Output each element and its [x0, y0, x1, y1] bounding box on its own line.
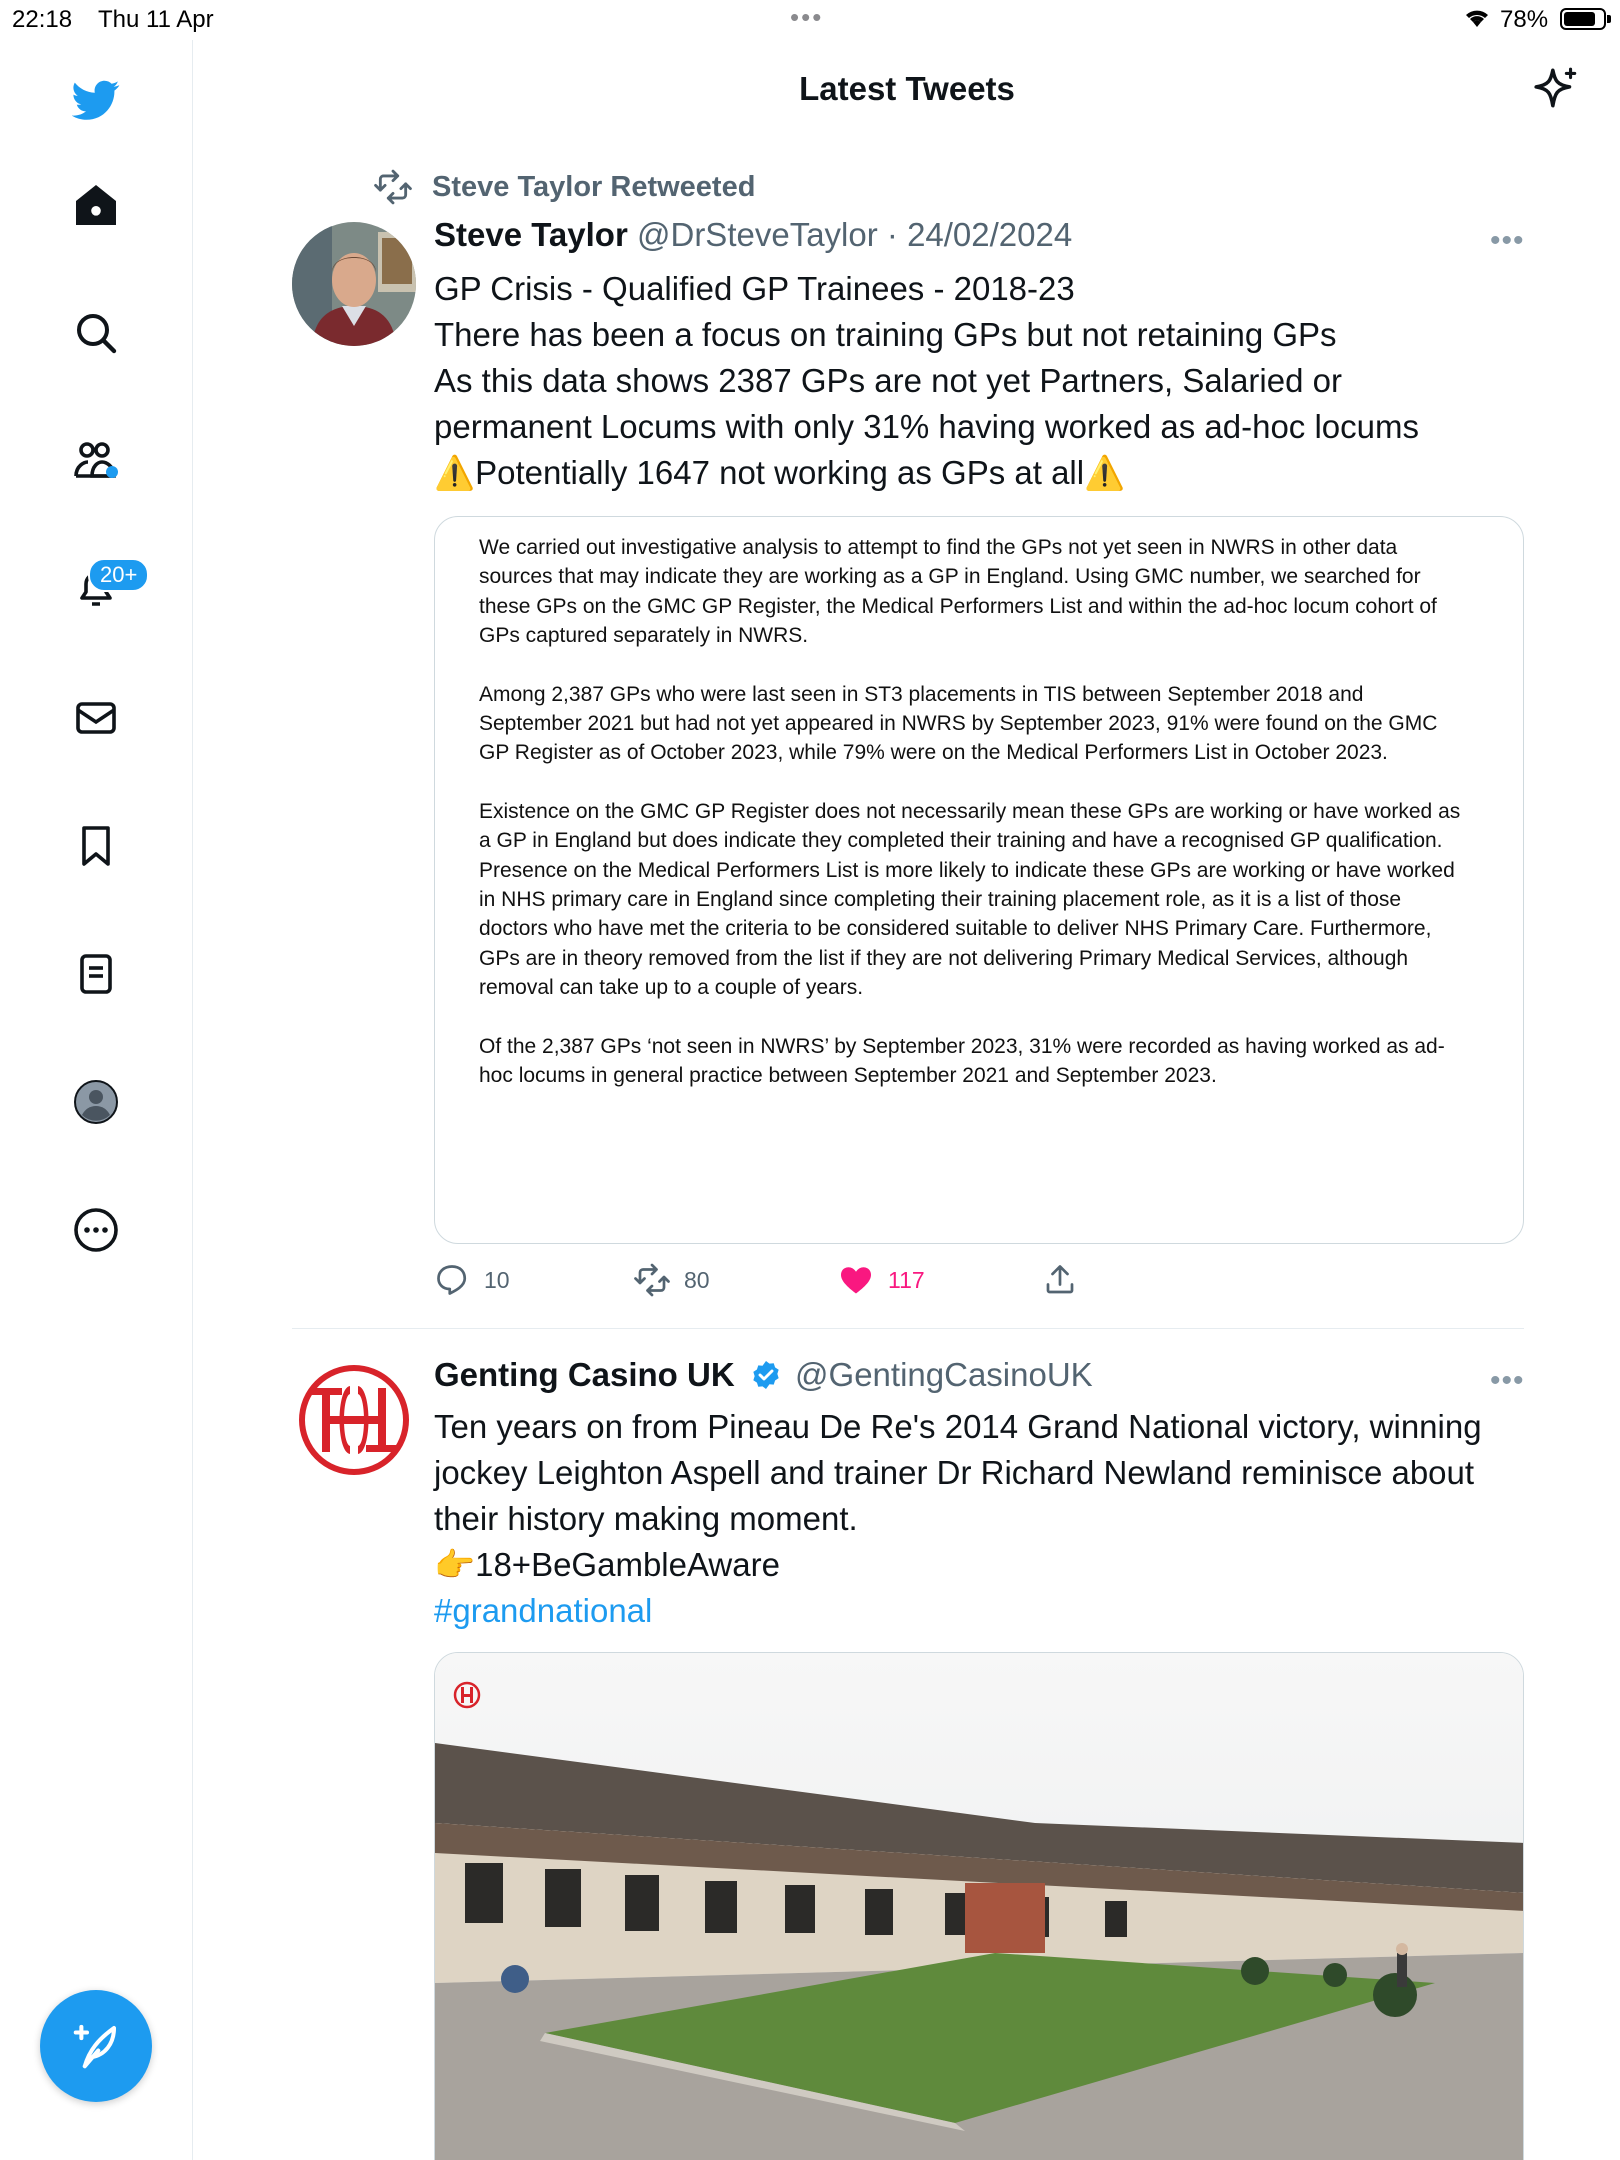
- avatar[interactable]: [292, 222, 416, 346]
- retweet-count: 80: [684, 1266, 710, 1293]
- share-button[interactable]: [1042, 1262, 1092, 1298]
- author-name[interactable]: Genting Casino UK: [434, 1356, 735, 1393]
- tweet-video-thumbnail[interactable]: [434, 1652, 1524, 2160]
- meta-separator: ·: [886, 216, 898, 253]
- lists-icon[interactable]: [66, 944, 126, 1004]
- like-button[interactable]: [838, 1262, 925, 1298]
- tweet-text-line: ⚠️Potentially 1647 not working as GPs at all⚠️: [434, 454, 1126, 491]
- feather-plus-icon: [69, 2019, 123, 2073]
- profile-avatar-icon[interactable]: [66, 1072, 126, 1132]
- twitter-logo-icon[interactable]: [66, 70, 126, 130]
- bookmarks-icon[interactable]: [66, 816, 126, 876]
- tweet-actions: [434, 1262, 1434, 1302]
- communities-dot-badge: [106, 466, 118, 478]
- heart-icon: [838, 1262, 874, 1298]
- tweet-more-button[interactable]: •••: [1490, 1364, 1525, 1397]
- reply-count: 10: [484, 1266, 510, 1293]
- battery-percentage: 78%: [1500, 6, 1549, 33]
- reply-button[interactable]: [434, 1262, 510, 1298]
- retweet-context: [374, 168, 755, 206]
- tweet-text-line: permanent Locums with only 31% having worked as ad-hoc locums: [434, 408, 1420, 445]
- image-paragraph: Among 2,387 GPs who were last seen in ST3 placements in TIS between September 2018 and September 2021 but had not yet appeared in NWRS by September 2023, 91% were found on the GMC GP Register as of October 2023, while 79% were on the Medical Performers List in October 2023.: [479, 682, 1438, 765]
- genting-logo-icon: [292, 1358, 416, 1482]
- stable-yard-image: [435, 1653, 1524, 2160]
- search-icon[interactable]: [66, 303, 126, 363]
- tweet-divider: [292, 1328, 1524, 1329]
- tweet-text: [434, 266, 1524, 496]
- tweet-header: [434, 216, 1072, 254]
- wifi-icon: [1462, 6, 1492, 37]
- like-count: 117: [888, 1266, 925, 1293]
- sparkle-timeline-toggle-icon[interactable]: [1532, 64, 1582, 114]
- avatar[interactable]: [292, 1358, 416, 1482]
- verified-badge-icon: [750, 1359, 782, 1391]
- tweet-text-line: There has been a focus on training GPs but not retaining GPs: [434, 316, 1337, 353]
- tweet-text: [434, 1404, 1524, 1634]
- notifications-badge: 20+: [88, 558, 149, 592]
- battery-icon: [1560, 8, 1606, 30]
- image-paragraph: Existence on the GMC GP Register does not necessarily mean these GPs are working or have worked as a GP in England but does indicate they completed their training and have a recognised GP qualification. Presence on the Medical Performers List is more likely to indicate these GPs are working or have worked in NHS primary care in England since completing their training placement role, as it is a list of those doctors who have met the criteria to be considered suitable to deliver NHS Primary Care. Furthermore, GPs are in theory removed from the list if they are not delivering Primary Medical Services, although removal can take up to a couple of years.: [479, 799, 1461, 1000]
- home-icon[interactable]: [66, 175, 126, 235]
- sidebar: [0, 40, 193, 2160]
- multitasking-dots[interactable]: •••: [790, 2, 824, 32]
- reply-icon: [434, 1262, 470, 1298]
- tweet-text-line: GP Crisis - Qualified GP Trainees - 2018-23: [434, 270, 1075, 307]
- tweet-text-line: Ten years on from Pineau De Re's 2014 Grand National victory, winning: [434, 1408, 1482, 1445]
- page-title: Latest Tweets: [799, 70, 1015, 107]
- author-handle[interactable]: @DrSteveTaylor: [636, 216, 878, 253]
- tweet-image-document[interactable]: [434, 516, 1524, 1244]
- author-name[interactable]: Steve Taylor: [434, 216, 628, 253]
- status-date: Thu 11 Apr: [98, 6, 214, 33]
- hashtag-link[interactable]: #grandnational: [434, 1592, 653, 1629]
- image-paragraph: We carried out investigative analysis to attempt to find the GPs not yet seen in NWRS in other data sources that may indicate they are working as a GP in England. Using GMC number, we searched for these GPs on the GMC GP Register, the Medical Performers List and within the ad-hoc locum cohort of GPs captured separately in NWRS.: [479, 536, 1437, 648]
- communities-icon[interactable]: [66, 430, 126, 490]
- more-options-icon[interactable]: [66, 1200, 126, 1260]
- share-icon: [1042, 1262, 1078, 1298]
- status-time: 22:18: [12, 6, 73, 33]
- tweet-header: [434, 1356, 1093, 1394]
- retweet-icon: [374, 168, 412, 206]
- compose-tweet-button[interactable]: [40, 1990, 152, 2102]
- tweet-text-line: jockey Leighton Aspell and trainer Dr Richard Newland reminisce about: [434, 1454, 1475, 1491]
- retweet-button[interactable]: [634, 1262, 710, 1298]
- retweeted-by-label: Steve Taylor Retweeted: [432, 170, 756, 203]
- messages-envelope-icon[interactable]: [66, 688, 126, 748]
- tweet-date[interactable]: 24/02/2024: [907, 216, 1073, 253]
- tweet-more-button[interactable]: •••: [1490, 224, 1525, 257]
- status-bar: [0, 0, 1620, 40]
- tweet-text-line: As this data shows 2387 GPs are not yet Partners, Salaried or: [434, 362, 1342, 399]
- image-paragraph: Of the 2,387 GPs ‘not seen in NWRS’ by September 2023, 31% were recorded as having worked as ad-hoc locums in general practice between September 2021 and September 2023.: [479, 1034, 1445, 1088]
- tweet-text-line: 👉18+BeGambleAware: [434, 1546, 780, 1583]
- author-handle[interactable]: @GentingCasinoUK: [795, 1356, 1093, 1393]
- retweet-icon: [634, 1262, 670, 1298]
- tweet-text-line: their history making moment.: [434, 1500, 858, 1537]
